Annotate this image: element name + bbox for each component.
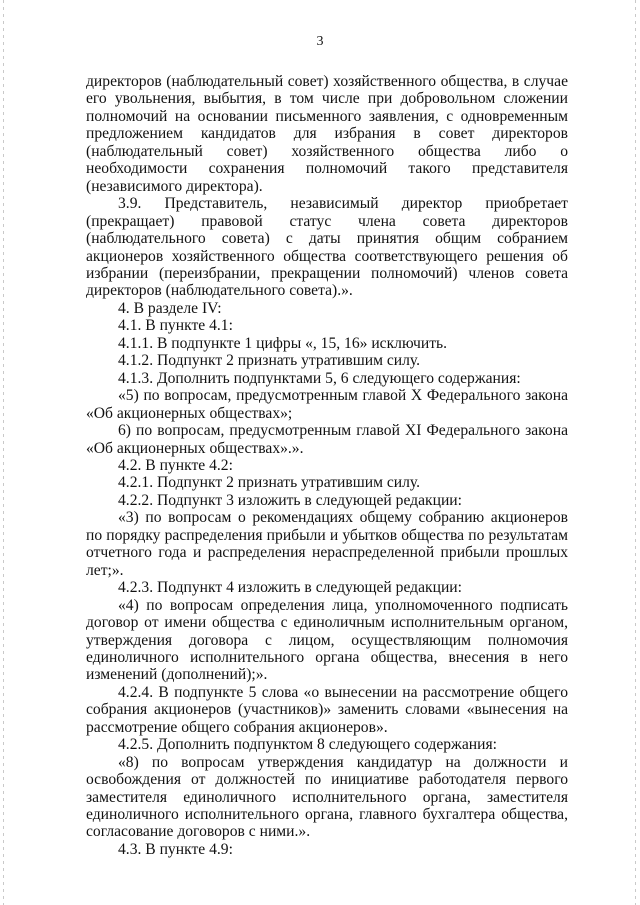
paragraph: 4.2.3. Подпункт 4 изложить в следующей редакции: bbox=[118, 579, 462, 597]
paragraph: 4.2.1. Подпункт 2 признать утратившим силу. bbox=[118, 474, 421, 492]
paragraph: 4.2. В пункте 4.2: bbox=[118, 456, 233, 474]
paragraph: «4) по вопросам определения лица, уполномоченного подписать договор от имени общества с единоличным исполнительным органом, утверждения договора с лицом, осуществляющим полномочия единоличного исполнительного органа общества, внесения в него изменений (дополнений);». bbox=[86, 596, 568, 684]
document-body bbox=[86, 73, 568, 858]
paragraph: 4.2.2. Подпункт 3 изложить в следующей редакции: bbox=[118, 491, 462, 509]
paragraph: 4.1. В пункте 4.1: bbox=[118, 317, 233, 335]
scan-edge-left bbox=[3, 0, 4, 905]
paragraph: 6) по вопросам, предусмотренным главой XI Федерального закона «Об акционерных обществах».». bbox=[86, 422, 568, 457]
scan-edge-right bbox=[635, 0, 636, 905]
paragraph: 3.9. Представитель, независимый директор приобретает (прекращает) правовой статус члена совета директоров (наблюдательного совета) с даты принятия общим собранием акционеров хозяйственного общества соответствующего решения об избрании (переизбрании, прекращении полномочий) членов совета директоров (наблюдательного совета).». bbox=[86, 195, 568, 300]
paragraph: «8) по вопросам утверждения кандидатур на должности и освобождения от должностей по инициативе работодателя первого заместителя единоличного исполнительного органа, заместителя единоличного исполнительного органа, главного бухгалтера общества, согласование договоров с ними.». bbox=[86, 753, 568, 841]
paragraph: 4.1.1. В подпункте 1 цифры «, 15, 16» исключить. bbox=[118, 334, 448, 352]
page-number: 3 bbox=[316, 34, 324, 49]
paragraph: 4.2.5. Дополнить подпунктом 8 следующего содержания: bbox=[118, 736, 497, 754]
paragraph: директоров (наблюдательный совет) хозяйственного общества, в случае его увольнения, выбытия, в том числе при добровольном сложении полномочий на основании письменного заявления, с одновременным предложением кандидатов для избрания в совет директоров (наблюдательный совет) хозяйственного общества либо о необходимости сохранения полномочий такого представителя (независимого директора). bbox=[86, 73, 568, 195]
paragraph: 4.2.4. В подпункте 5 слова «о вынесении на рассмотрение общего собрания акционеров (участников)» заменить словами «вынесения на рассмотрение общего собрания акционеров». bbox=[86, 683, 568, 736]
paragraph: «3) по вопросам о рекомендациях общему собранию акционеров по порядку распределения прибыли и убытков общества по результатам отчетного года и распределения нераспределенной прибыли прошлых лет;». bbox=[86, 509, 568, 579]
paragraph: 4.3. В пункте 4.9: bbox=[118, 840, 233, 858]
paragraph: 4. В разделе IV: bbox=[118, 299, 222, 317]
paragraph: 4.1.2. Подпункт 2 признать утратившим силу. bbox=[118, 352, 421, 370]
paragraph: «5) по вопросам, предусмотренным главой X Федерального закона «Об акционерных обществах»; bbox=[86, 387, 568, 422]
paragraph: 4.1.3. Дополнить подпунктами 5, 6 следующего содержания: bbox=[118, 369, 521, 387]
